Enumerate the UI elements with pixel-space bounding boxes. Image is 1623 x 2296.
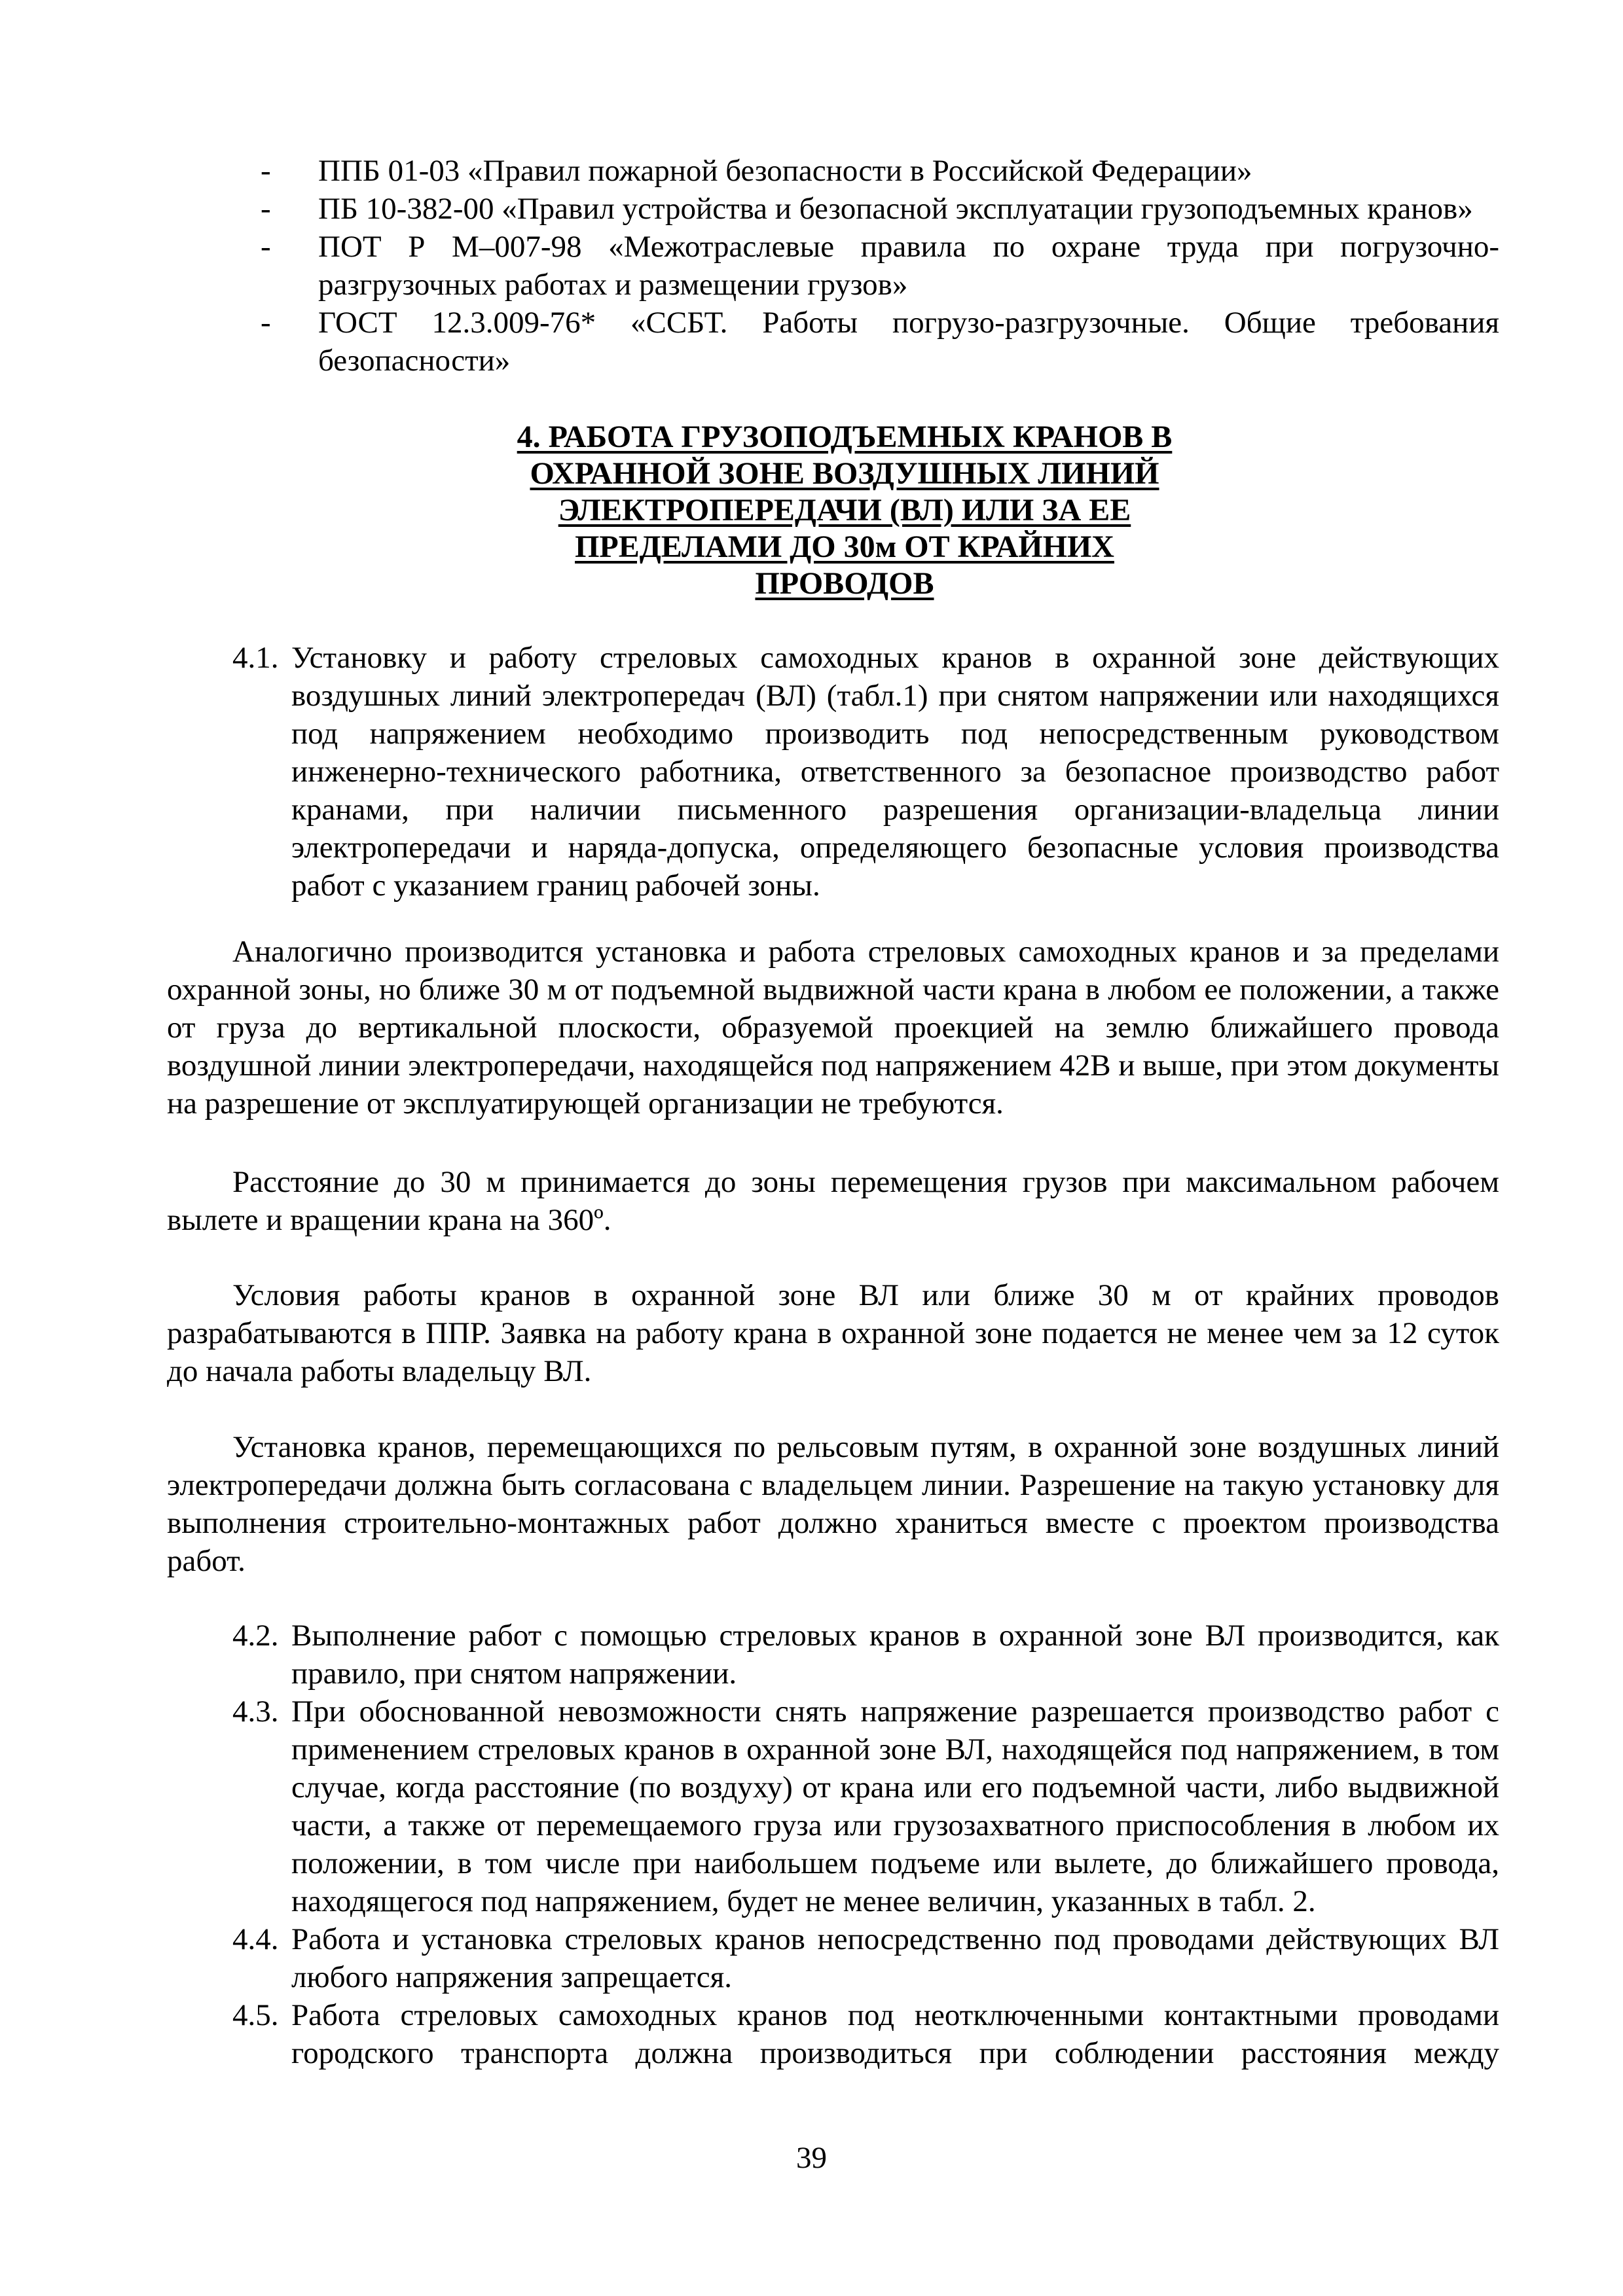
item-number: 4.4.	[232, 1922, 279, 1956]
heading-line: ОХРАННОЙ ЗОНЕ ВОЗДУШНЫХ ЛИНИЙ	[530, 456, 1159, 491]
list-dash: -	[261, 306, 271, 340]
reference-item	[261, 190, 1499, 228]
reference-item	[261, 152, 1499, 190]
reference-text: ПОТ Р М–007-98 «Межотраслевые правила по охране труда при погрузочно-разгрузочных работах и размещении грузов»	[318, 230, 1499, 302]
numbered-list-4-1	[232, 639, 1499, 905]
item-number: 4.5.	[232, 1998, 279, 2032]
numbered-item	[232, 639, 1499, 905]
item-text: Выполнение работ с помощью стреловых кранов в охранной зоне ВЛ производится, как правило, при снятом напряжении.	[291, 1619, 1499, 1691]
paragraph: Расстояние до 30 м принимается до зоны перемещения грузов при максимальном рабочем вылете и вращении крана на 360º.	[167, 1165, 1499, 1237]
paragraph: Аналогично производится установка и работа стреловых самоходных кранов и за пределами охранной зоны, но ближе 30 м от подъемной выдвижной части крана в любом ее положении, а также от груза до вертикальной плоскости, образуемой проекцией на землю ближайшего провода воздушной линии электропередачи, находящейся под напряжением 42В и выше, при этом документы на разрешение от эксплуатирующей организации не требуются.	[167, 935, 1499, 1121]
heading-line: ЭЛЕКТРОПЕРЕДАЧИ (ВЛ) ИЛИ ЗА ЕЕ	[558, 493, 1131, 528]
item-text: Работа и установка стреловых кранов непосредственно под проводами действующих ВЛ любого напряжения запрещается.	[291, 1922, 1499, 1994]
page-number: 39	[796, 2141, 827, 2175]
heading-line: ПРЕДЕЛАМИ ДО 30м ОТ КРАЙНИХ	[575, 529, 1114, 564]
paragraph: Условия работы кранов в охранной зоне ВЛ или ближе 30 м от крайних проводов разрабатываются в ППР. Заявка на работу крана в охранной зоне подается не менее чем за 12 суток до начала работы владельцу ВЛ.	[167, 1278, 1499, 1388]
item-number: 4.1.	[232, 641, 279, 675]
reference-item	[261, 304, 1499, 380]
paragraph: Установка кранов, перемещающихся по рельсовым путям, в охранной зоне воздушных линий электропередачи должна быть согласована с владельцем линии. Разрешение на такую установку для выполнения строительно-монтажных работ должно храниться вместе с проектом производства работ.	[167, 1430, 1499, 1578]
item-text: Установку и работу стреловых самоходных кранов в охранной зоне действующих воздушных линий электропередач (ВЛ) (табл.1) при снятом напряжении или находящихся под напряжением необходимо производить под непосредственным руководством инженерно-технического работника, ответственного за безопасное производство работ кранами, при наличии письменного разрешения организации-владельца линии электропередачи и наряда-допуска, определяющего безопасные условия производства работ с указанием границ рабочей зоны.	[291, 641, 1499, 903]
list-dash: -	[261, 154, 271, 188]
list-dash: -	[261, 230, 271, 264]
reference-item	[261, 228, 1499, 304]
item-text: Работа стреловых самоходных кранов под неотключенными контактными проводами городского транспорта должна производиться при соблюдении расстояния между	[291, 1998, 1499, 2070]
numbered-item	[232, 1920, 1499, 1996]
item-text: При обоснованной невозможности снять напряжение разрешается производство работ с применением стреловых кранов в охранной зоне ВЛ, находящейся под напряжением, в том случае, когда расстояние (по воздуху) от крана или его подъемной части, либо выдвижной части, а также от перемещаемого груза или грузозахватного приспособления в любом их положении, в том числе при наибольшем подъеме или вылете, до ближайшего провода, находящегося под напряжением, будет не менее величин, указанных в табл. 2.	[291, 1695, 1499, 1918]
numbered-item	[232, 1996, 1499, 2072]
numbered-list	[232, 1617, 1499, 2072]
heading-line: 4. РАБОТА ГРУЗОПОДЪЕМНЫХ КРАНОВ В	[517, 420, 1173, 454]
item-number: 4.2.	[232, 1619, 279, 1653]
item-number: 4.3.	[232, 1695, 279, 1729]
reference-list	[261, 152, 1499, 380]
reference-text: ПБ 10-382-00 «Правил устройства и безопасной эксплуатации грузоподъемных кранов»	[318, 192, 1473, 226]
section-heading	[458, 419, 1231, 602]
reference-text: ППБ 01-03 «Правил пожарной безопасности в Российской Федерации»	[318, 154, 1252, 188]
heading-line: ПРОВОДОВ	[755, 566, 934, 601]
numbered-item	[232, 1693, 1499, 1920]
numbered-item	[232, 1617, 1499, 1693]
reference-text: ГОСТ 12.3.009-76* «ССБТ. Работы погрузо-разгрузочные. Общие требования безопасности»	[318, 306, 1499, 378]
list-dash: -	[261, 192, 271, 226]
